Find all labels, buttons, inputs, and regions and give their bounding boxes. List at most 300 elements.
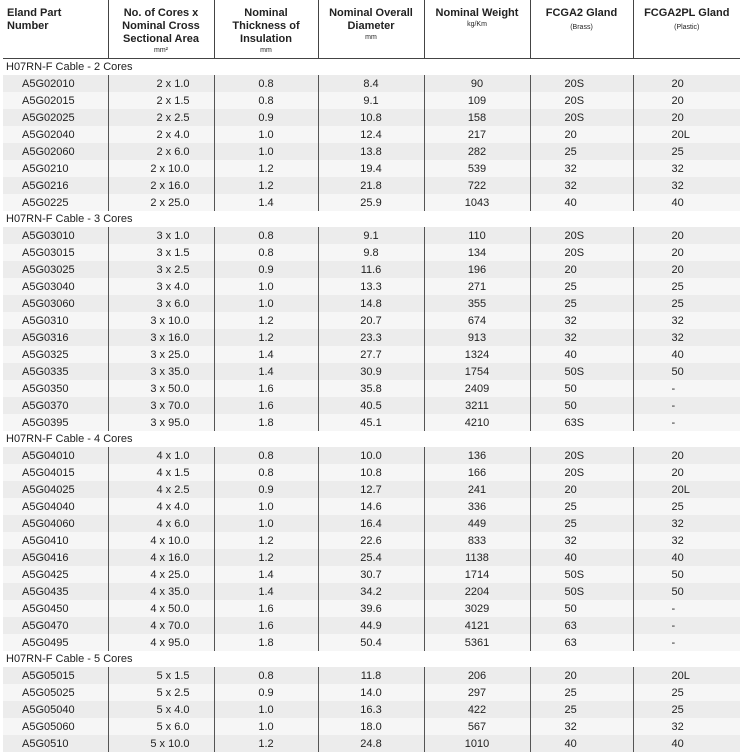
part-number-cell: A5G0510	[3, 735, 108, 752]
cores-area-cell: 2 x 16.0	[108, 177, 214, 194]
fcga2-gland-cell: 20S	[530, 92, 633, 109]
fcga2-gland-cell: 25	[530, 684, 633, 701]
weight-cell: 241	[424, 481, 530, 498]
fcga2pl-gland-cell: 50	[633, 583, 740, 600]
fcga2-gland-cell: 32	[530, 532, 633, 549]
diameter-cell: 25.9	[318, 194, 424, 211]
part-number-cell: A5G03015	[3, 244, 108, 261]
insulation-cell: 1.0	[214, 701, 318, 718]
table-row	[3, 481, 740, 498]
diameter-cell: 9.1	[318, 92, 424, 109]
insulation-cell: 1.0	[214, 126, 318, 143]
part-number-cell: A5G0495	[3, 634, 108, 651]
fcga2-gland-cell: 20	[530, 667, 633, 684]
weight-cell: 297	[424, 684, 530, 701]
insulation-cell: 1.2	[214, 549, 318, 566]
fcga2-gland-cell: 50	[530, 600, 633, 617]
part-number-cell: A5G0410	[3, 532, 108, 549]
insulation-cell: 0.8	[214, 464, 318, 481]
part-number-cell: A5G02025	[3, 109, 108, 126]
header-unit: mm²	[154, 47, 168, 54]
diameter-cell: 16.3	[318, 701, 424, 718]
cores-area-cell: 4 x 6.0	[108, 515, 214, 532]
table-row	[3, 92, 740, 109]
insulation-cell: 1.2	[214, 312, 318, 329]
header-part-number: Eland Part Number	[7, 7, 62, 32]
part-number-cell: A5G05015	[3, 667, 108, 684]
insulation-cell: 1.2	[214, 735, 318, 752]
diameter-cell: 27.7	[318, 346, 424, 363]
diameter-cell: 35.8	[318, 380, 424, 397]
part-number-cell: A5G0325	[3, 346, 108, 363]
section-title: H07RN-F Cable - 3 Cores	[3, 211, 740, 227]
fcga2-gland-cell: 32	[530, 177, 633, 194]
cores-area-cell: 3 x 6.0	[108, 295, 214, 312]
diameter-cell: 16.4	[318, 515, 424, 532]
cores-area-cell: 3 x 50.0	[108, 380, 214, 397]
part-number-cell: A5G0416	[3, 549, 108, 566]
fcga2pl-gland-cell: 20	[633, 261, 740, 278]
header-weight: Nominal Weight kg/Km	[424, 0, 530, 59]
fcga2pl-gland-cell: -	[633, 380, 740, 397]
fcga2-gland-cell: 63	[530, 634, 633, 651]
cores-area-cell: 3 x 2.5	[108, 261, 214, 278]
fcga2-gland-cell: 20	[530, 261, 633, 278]
table-row	[3, 617, 740, 634]
weight-cell: 3029	[424, 600, 530, 617]
fcga2-gland-cell: 20	[530, 126, 633, 143]
insulation-cell: 0.9	[214, 261, 318, 278]
fcga2-gland-cell: 25	[530, 701, 633, 718]
table-row	[3, 549, 740, 566]
insulation-cell: 0.8	[214, 244, 318, 261]
fcga2-gland-cell: 20S	[530, 464, 633, 481]
part-number-cell: A5G0216	[3, 177, 108, 194]
header-unit: (Plastic)	[674, 24, 700, 31]
weight-cell: 166	[424, 464, 530, 481]
diameter-cell: 11.6	[318, 261, 424, 278]
fcga2pl-gland-cell: 20L	[633, 481, 740, 498]
table-row	[3, 600, 740, 617]
fcga2pl-gland-cell: 20L	[633, 126, 740, 143]
fcga2pl-gland-cell: 25	[633, 295, 740, 312]
insulation-cell: 1.2	[214, 532, 318, 549]
cores-area-cell: 2 x 1.5	[108, 92, 214, 109]
header-unit: (Brass)	[570, 24, 593, 31]
table-row	[3, 126, 740, 143]
table-row	[3, 194, 740, 211]
part-number-cell: A5G03060	[3, 295, 108, 312]
fcga2pl-gland-cell: 20	[633, 227, 740, 244]
insulation-cell: 1.6	[214, 397, 318, 414]
weight-cell: 1714	[424, 566, 530, 583]
diameter-cell: 19.4	[318, 160, 424, 177]
fcga2pl-gland-cell: 32	[633, 177, 740, 194]
insulation-cell: 0.8	[214, 75, 318, 92]
table-row	[3, 380, 740, 397]
insulation-cell: 1.4	[214, 583, 318, 600]
header-fcga2-gland: FCGA2 Gland (Brass)	[530, 0, 633, 59]
weight-cell: 90	[424, 75, 530, 92]
fcga2pl-gland-cell: -	[633, 634, 740, 651]
weight-cell: 1138	[424, 549, 530, 566]
table-row	[3, 684, 740, 701]
header-unit: mm	[365, 34, 377, 41]
fcga2-gland-cell: 25	[530, 515, 633, 532]
part-number-cell: A5G0210	[3, 160, 108, 177]
cores-area-cell: 2 x 2.5	[108, 109, 214, 126]
fcga2pl-gland-cell: -	[633, 397, 740, 414]
diameter-cell: 34.2	[318, 583, 424, 600]
insulation-cell: 1.8	[214, 634, 318, 651]
diameter-cell: 22.6	[318, 532, 424, 549]
weight-cell: 4210	[424, 414, 530, 431]
diameter-cell: 10.8	[318, 464, 424, 481]
cores-area-cell: 3 x 4.0	[108, 278, 214, 295]
insulation-cell: 1.8	[214, 414, 318, 431]
weight-cell: 336	[424, 498, 530, 515]
table-row	[3, 261, 740, 278]
insulation-cell: 1.2	[214, 160, 318, 177]
table-row	[3, 701, 740, 718]
weight-cell: 722	[424, 177, 530, 194]
fcga2-gland-cell: 20	[530, 481, 633, 498]
fcga2pl-gland-cell: -	[633, 414, 740, 431]
diameter-cell: 40.5	[318, 397, 424, 414]
cores-area-cell: 4 x 1.0	[108, 447, 214, 464]
cores-area-cell: 4 x 10.0	[108, 532, 214, 549]
fcga2-gland-cell: 20S	[530, 227, 633, 244]
insulation-cell: 1.6	[214, 600, 318, 617]
fcga2-gland-cell: 20S	[530, 447, 633, 464]
fcga2-gland-cell: 40	[530, 735, 633, 752]
cores-area-cell: 5 x 2.5	[108, 684, 214, 701]
table-row	[3, 397, 740, 414]
fcga2-gland-cell: 50S	[530, 363, 633, 380]
part-number-cell: A5G04010	[3, 447, 108, 464]
weight-cell: 1043	[424, 194, 530, 211]
insulation-cell: 1.2	[214, 177, 318, 194]
part-number-cell: A5G0435	[3, 583, 108, 600]
fcga2pl-gland-cell: 20	[633, 75, 740, 92]
weight-cell: 1324	[424, 346, 530, 363]
diameter-cell: 13.8	[318, 143, 424, 160]
weight-cell: 282	[424, 143, 530, 160]
cores-area-cell: 5 x 6.0	[108, 718, 214, 735]
insulation-cell: 0.9	[214, 481, 318, 498]
fcga2pl-gland-cell: 25	[633, 684, 740, 701]
weight-cell: 109	[424, 92, 530, 109]
fcga2-gland-cell: 63S	[530, 414, 633, 431]
part-number-cell: A5G03025	[3, 261, 108, 278]
table-row	[3, 718, 740, 735]
fcga2-gland-cell: 40	[530, 194, 633, 211]
section-title: H07RN-F Cable - 2 Cores	[3, 59, 740, 76]
table-row	[3, 329, 740, 346]
diameter-cell: 23.3	[318, 329, 424, 346]
part-number-cell: A5G0395	[3, 414, 108, 431]
fcga2pl-gland-cell: 20	[633, 464, 740, 481]
part-number-cell: A5G02040	[3, 126, 108, 143]
cores-area-cell: 4 x 4.0	[108, 498, 214, 515]
fcga2pl-gland-cell: -	[633, 600, 740, 617]
insulation-cell: 1.0	[214, 498, 318, 515]
table-row	[3, 312, 740, 329]
cable-spec-table	[3, 0, 740, 752]
header-unit: mm	[260, 47, 272, 54]
fcga2pl-gland-cell: 20	[633, 447, 740, 464]
cores-area-cell: 3 x 16.0	[108, 329, 214, 346]
fcga2-gland-cell: 25	[530, 295, 633, 312]
cores-area-cell: 4 x 35.0	[108, 583, 214, 600]
diameter-cell: 39.6	[318, 600, 424, 617]
cores-area-cell: 3 x 1.5	[108, 244, 214, 261]
diameter-cell: 8.4	[318, 75, 424, 92]
weight-cell: 217	[424, 126, 530, 143]
insulation-cell: 1.0	[214, 143, 318, 160]
weight-cell: 2204	[424, 583, 530, 600]
header-insulation: Nominal Thickness of Insulation mm	[214, 0, 318, 59]
diameter-cell: 12.4	[318, 126, 424, 143]
diameter-cell: 11.8	[318, 667, 424, 684]
diameter-cell: 21.8	[318, 177, 424, 194]
diameter-cell: 24.8	[318, 735, 424, 752]
table-row	[3, 244, 740, 261]
cores-area-cell: 3 x 10.0	[108, 312, 214, 329]
weight-cell: 1010	[424, 735, 530, 752]
table-row	[3, 515, 740, 532]
cores-area-cell: 4 x 1.5	[108, 464, 214, 481]
fcga2pl-gland-cell: 50	[633, 566, 740, 583]
part-number-cell: A5G02060	[3, 143, 108, 160]
weight-cell: 1754	[424, 363, 530, 380]
table-row	[3, 447, 740, 464]
weight-cell: 539	[424, 160, 530, 177]
table-row	[3, 498, 740, 515]
weight-cell: 833	[424, 532, 530, 549]
fcga2pl-gland-cell: 25	[633, 498, 740, 515]
fcga2pl-gland-cell: 25	[633, 278, 740, 295]
cores-area-cell: 4 x 95.0	[108, 634, 214, 651]
weight-cell: 913	[424, 329, 530, 346]
table-row	[3, 177, 740, 194]
weight-cell: 449	[424, 515, 530, 532]
fcga2pl-gland-cell: -	[633, 617, 740, 634]
cores-area-cell: 4 x 25.0	[108, 566, 214, 583]
weight-cell: 3211	[424, 397, 530, 414]
insulation-cell: 0.9	[214, 684, 318, 701]
insulation-cell: 1.0	[214, 278, 318, 295]
diameter-cell: 12.7	[318, 481, 424, 498]
insulation-cell: 1.0	[214, 515, 318, 532]
diameter-cell: 45.1	[318, 414, 424, 431]
diameter-cell: 30.9	[318, 363, 424, 380]
section-header	[3, 431, 740, 447]
insulation-cell: 0.8	[214, 92, 318, 109]
table-row	[3, 667, 740, 684]
weight-cell: 2409	[424, 380, 530, 397]
part-number-cell: A5G0335	[3, 363, 108, 380]
table-row	[3, 583, 740, 600]
diameter-cell: 50.4	[318, 634, 424, 651]
table-row	[3, 75, 740, 92]
fcga2-gland-cell: 32	[530, 329, 633, 346]
section-header	[3, 59, 740, 76]
cores-area-cell: 3 x 1.0	[108, 227, 214, 244]
section-title: H07RN-F Cable - 5 Cores	[3, 651, 740, 667]
fcga2pl-gland-cell: 20	[633, 92, 740, 109]
fcga2pl-gland-cell: 32	[633, 718, 740, 735]
diameter-cell: 14.6	[318, 498, 424, 515]
insulation-cell: 1.0	[214, 718, 318, 735]
fcga2pl-gland-cell: 32	[633, 312, 740, 329]
fcga2-gland-cell: 25	[530, 143, 633, 160]
fcga2pl-gland-cell: 20	[633, 109, 740, 126]
fcga2pl-gland-cell: 40	[633, 346, 740, 363]
header-row	[3, 0, 740, 59]
part-number-cell: A5G03040	[3, 278, 108, 295]
table-row	[3, 464, 740, 481]
fcga2pl-gland-cell: 32	[633, 515, 740, 532]
weight-cell: 158	[424, 109, 530, 126]
fcga2-gland-cell: 50	[530, 380, 633, 397]
weight-cell: 4121	[424, 617, 530, 634]
cores-area-cell: 5 x 4.0	[108, 701, 214, 718]
fcga2pl-gland-cell: 40	[633, 735, 740, 752]
part-number-cell: A5G0425	[3, 566, 108, 583]
cores-area-cell: 2 x 10.0	[108, 160, 214, 177]
weight-cell: 110	[424, 227, 530, 244]
cores-area-cell: 4 x 50.0	[108, 600, 214, 617]
cores-area-cell: 4 x 2.5	[108, 481, 214, 498]
cores-area-cell: 2 x 4.0	[108, 126, 214, 143]
cores-area-cell: 3 x 70.0	[108, 397, 214, 414]
insulation-cell: 1.4	[214, 363, 318, 380]
cores-area-cell: 5 x 1.5	[108, 667, 214, 684]
insulation-cell: 1.4	[214, 566, 318, 583]
diameter-cell: 14.8	[318, 295, 424, 312]
fcga2-gland-cell: 50S	[530, 566, 633, 583]
diameter-cell: 10.0	[318, 447, 424, 464]
fcga2pl-gland-cell: 25	[633, 143, 740, 160]
fcga2-gland-cell: 25	[530, 278, 633, 295]
fcga2-gland-cell: 40	[530, 549, 633, 566]
table-row	[3, 566, 740, 583]
insulation-cell: 1.4	[214, 346, 318, 363]
part-number-cell: A5G03010	[3, 227, 108, 244]
fcga2pl-gland-cell: 32	[633, 160, 740, 177]
part-number-cell: A5G0310	[3, 312, 108, 329]
insulation-cell: 1.2	[214, 329, 318, 346]
section-title: H07RN-F Cable - 4 Cores	[3, 431, 740, 447]
fcga2-gland-cell: 25	[530, 498, 633, 515]
part-number-cell: A5G0470	[3, 617, 108, 634]
insulation-cell: 0.8	[214, 227, 318, 244]
cores-area-cell: 3 x 25.0	[108, 346, 214, 363]
diameter-cell: 18.0	[318, 718, 424, 735]
diameter-cell: 20.7	[318, 312, 424, 329]
part-number-cell: A5G05025	[3, 684, 108, 701]
fcga2pl-gland-cell: 50	[633, 363, 740, 380]
cores-area-cell: 3 x 95.0	[108, 414, 214, 431]
table-row	[3, 295, 740, 312]
table-row	[3, 160, 740, 177]
fcga2-gland-cell: 32	[530, 160, 633, 177]
part-number-cell: A5G0450	[3, 600, 108, 617]
part-number-cell: A5G05040	[3, 701, 108, 718]
table-row	[3, 143, 740, 160]
cores-area-cell: 2 x 25.0	[108, 194, 214, 211]
diameter-cell: 44.9	[318, 617, 424, 634]
fcga2-gland-cell: 40	[530, 346, 633, 363]
insulation-cell: 0.9	[214, 109, 318, 126]
header-unit: kg/Km	[467, 21, 487, 28]
cores-area-cell: 5 x 10.0	[108, 735, 214, 752]
fcga2-gland-cell: 20S	[530, 109, 633, 126]
diameter-cell: 25.4	[318, 549, 424, 566]
part-number-cell: A5G04025	[3, 481, 108, 498]
fcga2pl-gland-cell: 32	[633, 329, 740, 346]
fcga2pl-gland-cell: 20	[633, 244, 740, 261]
insulation-cell: 1.4	[214, 194, 318, 211]
part-number-cell: A5G04015	[3, 464, 108, 481]
part-number-cell: A5G0370	[3, 397, 108, 414]
cores-area-cell: 3 x 35.0	[108, 363, 214, 380]
part-number-cell: A5G05060	[3, 718, 108, 735]
part-number-cell: A5G04060	[3, 515, 108, 532]
weight-cell: 674	[424, 312, 530, 329]
table-row	[3, 109, 740, 126]
table-row	[3, 414, 740, 431]
part-number-cell: A5G0225	[3, 194, 108, 211]
table-row	[3, 634, 740, 651]
weight-cell: 196	[424, 261, 530, 278]
header-cores-area: No. of Cores x Nominal Cross Sectional Area mm²	[108, 0, 214, 59]
weight-cell: 206	[424, 667, 530, 684]
part-number-cell: A5G04040	[3, 498, 108, 515]
part-number-cell: A5G0316	[3, 329, 108, 346]
weight-cell: 136	[424, 447, 530, 464]
section-header	[3, 211, 740, 227]
fcga2pl-gland-cell: 20L	[633, 667, 740, 684]
insulation-cell: 1.6	[214, 380, 318, 397]
table-row	[3, 278, 740, 295]
part-number-cell: A5G02015	[3, 92, 108, 109]
diameter-cell: 9.8	[318, 244, 424, 261]
table-row	[3, 735, 740, 752]
diameter-cell: 30.7	[318, 566, 424, 583]
fcga2pl-gland-cell: 40	[633, 549, 740, 566]
insulation-cell: 1.0	[214, 295, 318, 312]
weight-cell: 422	[424, 701, 530, 718]
diameter-cell: 10.8	[318, 109, 424, 126]
fcga2-gland-cell: 20S	[530, 244, 633, 261]
diameter-cell: 14.0	[318, 684, 424, 701]
table-body	[3, 59, 740, 753]
insulation-cell: 0.8	[214, 667, 318, 684]
table-row	[3, 532, 740, 549]
diameter-cell: 9.1	[318, 227, 424, 244]
fcga2-gland-cell: 50S	[530, 583, 633, 600]
cores-area-cell: 2 x 1.0	[108, 75, 214, 92]
fcga2pl-gland-cell: 40	[633, 194, 740, 211]
cores-area-cell: 2 x 6.0	[108, 143, 214, 160]
header-diameter: Nominal Overall Diameter mm	[318, 0, 424, 59]
weight-cell: 355	[424, 295, 530, 312]
weight-cell: 5361	[424, 634, 530, 651]
fcga2-gland-cell: 32	[530, 718, 633, 735]
fcga2-gland-cell: 20S	[530, 75, 633, 92]
